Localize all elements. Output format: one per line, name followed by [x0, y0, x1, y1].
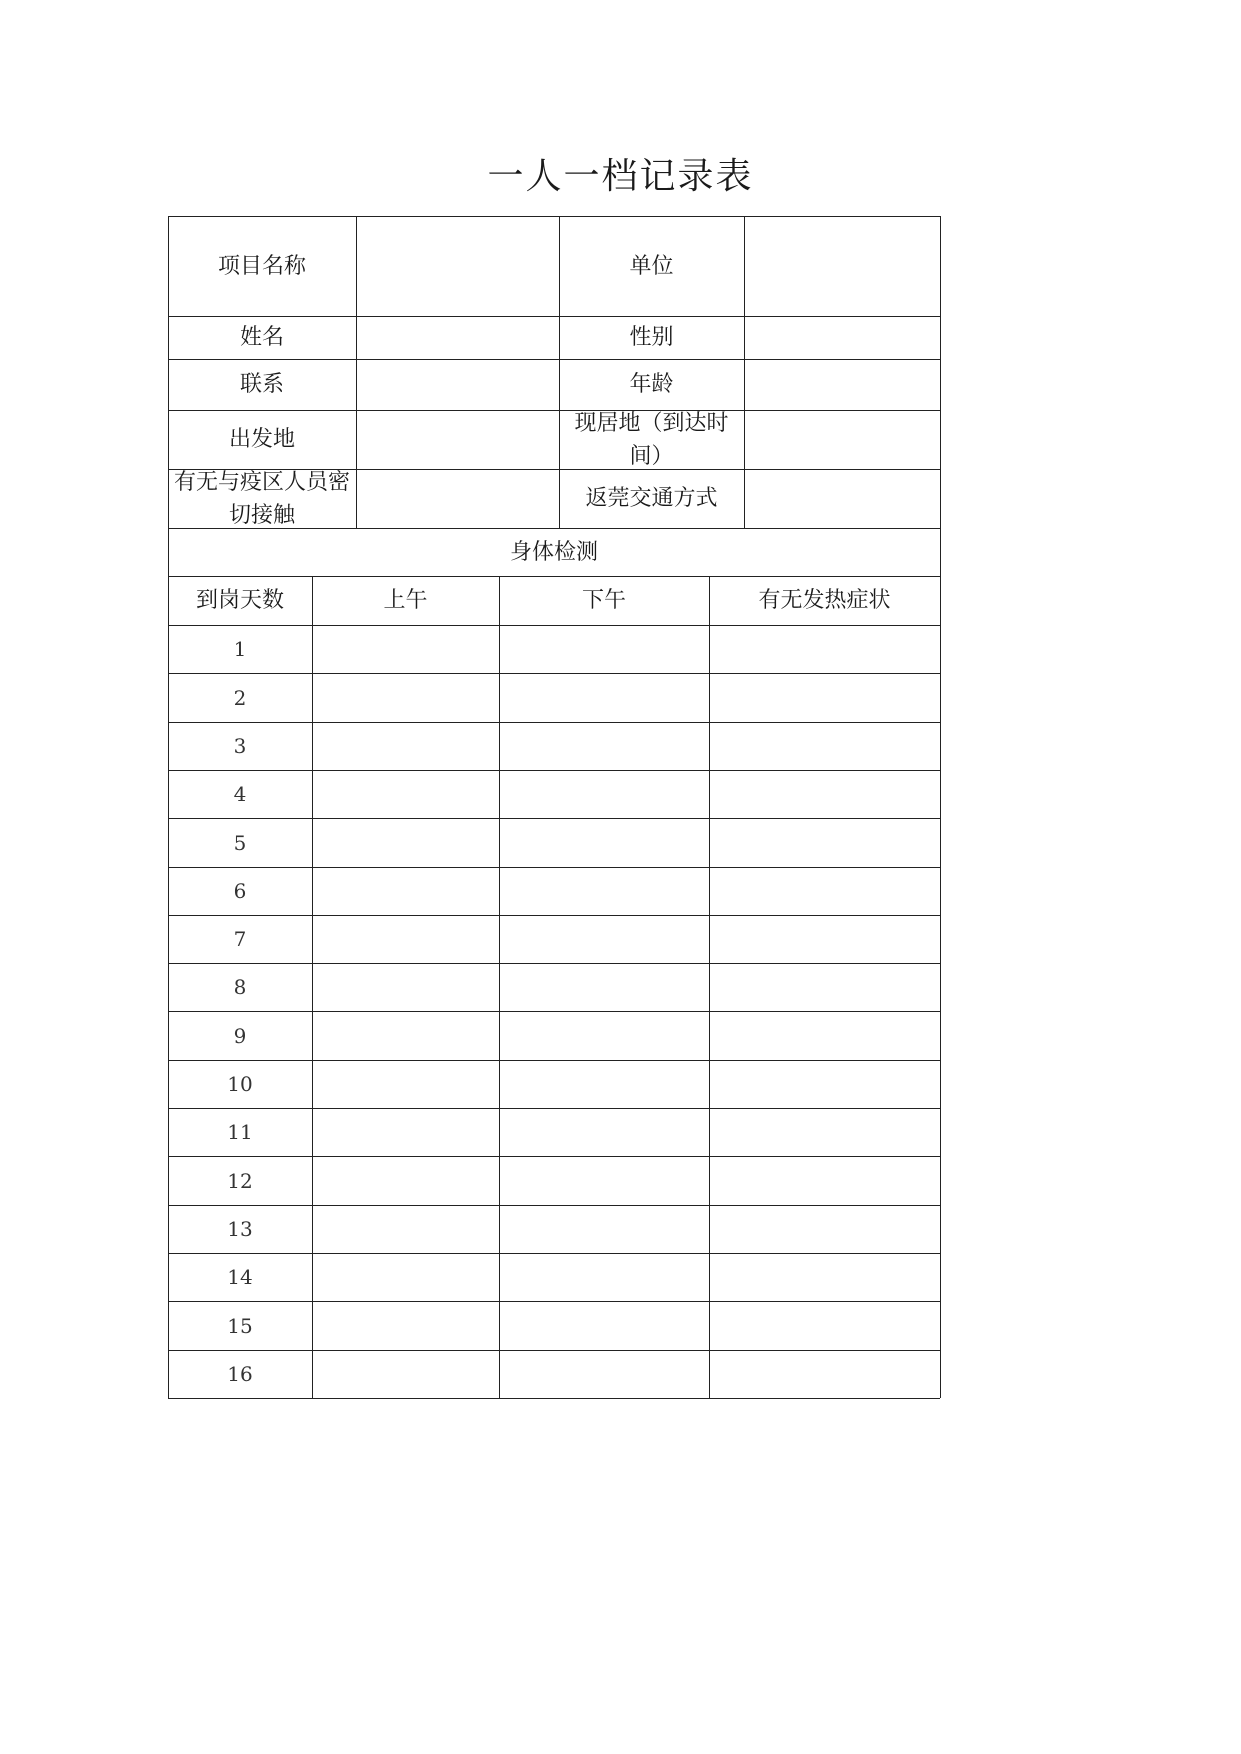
table-border: [168, 410, 940, 411]
day-number: 13: [227, 1217, 253, 1241]
pm-temperature-cell[interactable]: [499, 1205, 709, 1253]
fever-symptom-cell[interactable]: [709, 1350, 940, 1398]
am-temperature-cell[interactable]: [312, 1301, 499, 1350]
pm-temperature-cell[interactable]: [499, 818, 709, 867]
am-temperature-cell[interactable]: [312, 722, 499, 770]
table-border: [559, 216, 560, 528]
table-border: [168, 469, 940, 470]
day-number: 14: [227, 1265, 253, 1289]
age-field[interactable]: [744, 359, 940, 410]
pm-temperature-cell[interactable]: [499, 963, 709, 1011]
fever-symptom-cell[interactable]: [709, 1060, 940, 1108]
table-border: [940, 528, 941, 576]
unit-field[interactable]: [744, 216, 940, 316]
table-border: [168, 216, 940, 217]
pm-temperature-cell[interactable]: [499, 1350, 709, 1398]
departure-label: 出发地: [228, 427, 295, 452]
fever-symptom-cell[interactable]: [709, 673, 940, 722]
contact-field[interactable]: [356, 359, 559, 410]
fever-symptom-cell[interactable]: [709, 818, 940, 867]
am-temperature-cell[interactable]: [312, 867, 499, 915]
transport-label: 返莞交通方式: [585, 486, 718, 511]
table-border: [940, 576, 941, 1398]
departure-field[interactable]: [356, 410, 559, 469]
day-number: 9: [233, 1023, 247, 1048]
day-number: 10: [227, 1072, 253, 1096]
day-number: 6: [233, 879, 247, 903]
day-number: 2: [233, 685, 247, 710]
unit-label: 单位: [629, 253, 674, 279]
residence-field[interactable]: [744, 410, 940, 469]
am-temperature-cell[interactable]: [312, 770, 499, 818]
am-temperature-cell[interactable]: [312, 1205, 499, 1253]
pm-temperature-cell[interactable]: [499, 1156, 709, 1205]
project-name-field[interactable]: [356, 216, 559, 316]
pm-temperature-cell[interactable]: [499, 770, 709, 818]
table-border: [356, 216, 357, 528]
fever-symptom-cell[interactable]: [709, 1011, 940, 1060]
am-temperature-cell[interactable]: [312, 1350, 499, 1398]
fever-symptom-cell[interactable]: [709, 722, 940, 770]
gender-label: 性别: [629, 325, 674, 350]
transport-field[interactable]: [744, 469, 940, 528]
contact-epidemic-field[interactable]: [356, 469, 559, 528]
day-number: 1: [233, 637, 247, 661]
am-temperature-cell[interactable]: [312, 625, 499, 673]
name-field[interactable]: [356, 316, 559, 359]
table-border: [168, 316, 940, 317]
table-border: [168, 359, 940, 360]
day-number: 11: [227, 1120, 253, 1144]
table-border: [312, 576, 313, 1398]
table-border: [940, 216, 941, 528]
fever-symptom-cell[interactable]: [709, 867, 940, 915]
day-number: 8: [233, 975, 247, 999]
am-temperature-cell[interactable]: [312, 1108, 499, 1156]
fever-symptom-cell[interactable]: [709, 1205, 940, 1253]
fever-symptom-cell[interactable]: [709, 1253, 940, 1301]
am-temperature-cell[interactable]: [312, 1011, 499, 1060]
pm-temperature-cell[interactable]: [499, 625, 709, 673]
pm-temperature-cell[interactable]: [499, 1011, 709, 1060]
pm-temperature-cell[interactable]: [499, 915, 709, 963]
fever-symptom-cell[interactable]: [709, 625, 940, 673]
fever-symptom-cell[interactable]: [709, 1301, 940, 1350]
col-header-pm: 下午: [581, 588, 626, 613]
table-border: [168, 1398, 940, 1399]
col-header-fever: 有无发热症状: [758, 588, 891, 613]
day-number: 5: [233, 830, 247, 855]
day-number: 4: [233, 782, 247, 806]
fever-symptom-cell[interactable]: [709, 1108, 940, 1156]
project-name-label: 项目名称: [217, 253, 306, 279]
am-temperature-cell[interactable]: [312, 818, 499, 867]
residence-label: 现居地（到达时间）: [574, 410, 729, 469]
fever-symptom-cell[interactable]: [709, 1156, 940, 1205]
am-temperature-cell[interactable]: [312, 915, 499, 963]
day-number: 7: [233, 927, 247, 951]
page-title: 一人一档记录表: [487, 156, 754, 197]
pm-temperature-cell[interactable]: [499, 1108, 709, 1156]
pm-temperature-cell[interactable]: [499, 1301, 709, 1350]
fever-symptom-cell[interactable]: [709, 915, 940, 963]
name-label: 姓名: [239, 325, 284, 350]
table-border: [168, 216, 169, 528]
table-border: [744, 216, 745, 528]
table-border: [709, 576, 710, 1398]
am-temperature-cell[interactable]: [312, 1156, 499, 1205]
day-number: 12: [227, 1168, 253, 1193]
col-header-days: 到岗天数: [195, 588, 284, 613]
age-label: 年龄: [629, 372, 674, 397]
table-border: [168, 528, 169, 576]
am-temperature-cell[interactable]: [312, 963, 499, 1011]
day-number: 16: [227, 1362, 253, 1386]
table-border: [499, 576, 500, 1398]
day-number: 15: [227, 1313, 253, 1338]
pm-temperature-cell[interactable]: [499, 1253, 709, 1301]
am-temperature-cell[interactable]: [312, 673, 499, 722]
contact-label: 联系: [239, 372, 284, 397]
section-title: 身体检测: [509, 539, 598, 565]
am-temperature-cell[interactable]: [312, 1253, 499, 1301]
fever-symptom-cell[interactable]: [709, 963, 940, 1011]
pm-temperature-cell[interactable]: [499, 1060, 709, 1108]
col-header-am: 上午: [383, 588, 428, 613]
gender-field[interactable]: [744, 316, 940, 359]
fever-symptom-cell[interactable]: [709, 770, 940, 818]
pm-temperature-cell[interactable]: [499, 673, 709, 722]
table-border: [168, 576, 169, 1398]
pm-temperature-cell[interactable]: [499, 722, 709, 770]
day-number: 3: [233, 734, 247, 758]
am-temperature-cell[interactable]: [312, 1060, 499, 1108]
contact-epidemic-label: 有无与疫区人员密切接触: [174, 469, 351, 528]
pm-temperature-cell[interactable]: [499, 867, 709, 915]
